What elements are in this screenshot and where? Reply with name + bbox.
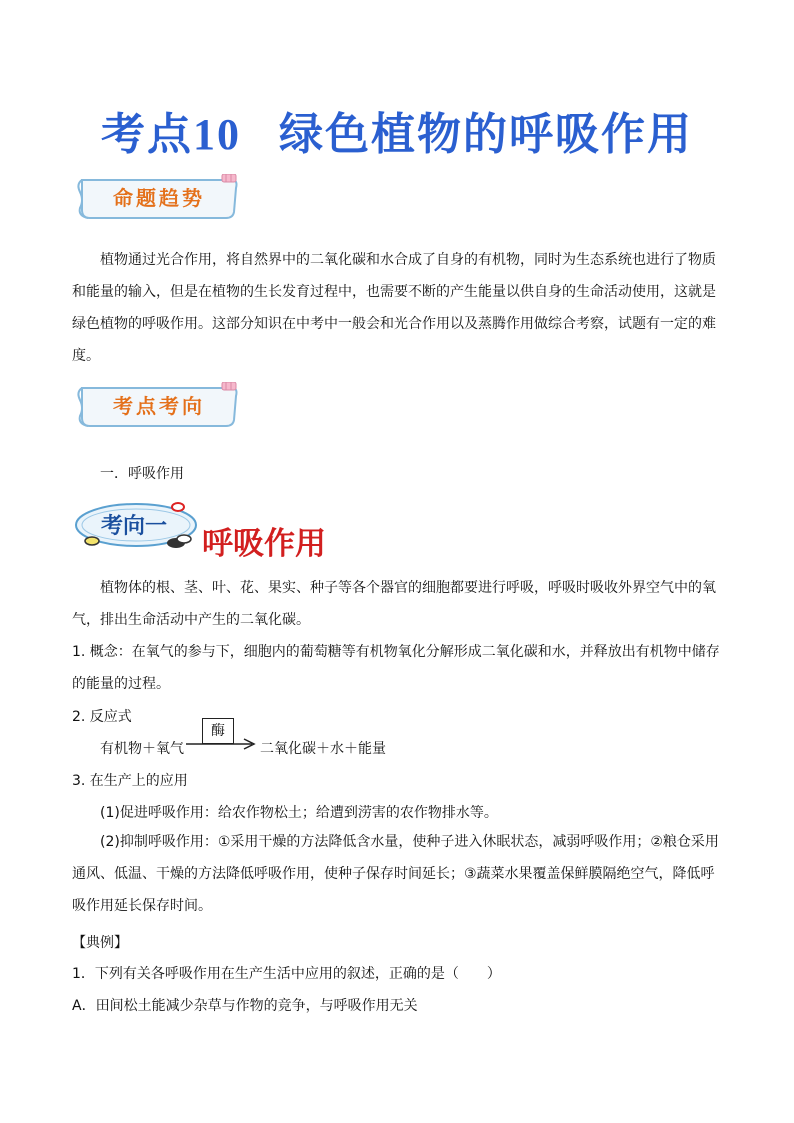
page-title xyxy=(0,98,794,162)
inhibit-paragraph: (2)抑制呼吸作用：①采用干燥的方法降低含水量，使种子进入休眠状态，减弱呼吸作用；②粮仓采用通风、低温、干燥的方法降低呼吸作用，使种子保存时间延长；③蔬菜水果覆盖保鲜膜隔绝空气，降低呼吸作用延长保存时间。 xyxy=(72,834,719,914)
banner-trend xyxy=(76,174,242,220)
promote-paragraph: (1)促进呼吸作用：给农作物松土；给遭到涝害的农作物排水等。 xyxy=(100,805,498,821)
question-1-option-a: A．田间松土能减少杂草与作物的竞争，与呼吸作用无关 xyxy=(72,998,418,1014)
equation-heading: 2. 反应式 xyxy=(72,709,132,725)
intro-paragraph: 植物通过光合作用，将自然界中的二氧化碳和水合成了自身的有机物，同时为生态系统也进行了物质和能量的输入，但是在植物的生长发育过程中，也需要不断的产生能量以供自身的生命活动使用，这就是绿色植物的呼吸作用。这部分知识在中考中一般会和光合作用以及蒸腾作用做综合考察，试题有一定的难度。 xyxy=(72,252,716,364)
example-heading: 【典例】 xyxy=(72,935,128,951)
banner-direction-label: 考点考向 xyxy=(113,394,205,418)
title-text: 绿色植物的呼吸作用 xyxy=(279,109,693,160)
application-heading: 3. 在生产上的应用 xyxy=(72,773,188,789)
reaction-arrow-icon xyxy=(186,738,258,752)
banner-trend-label: 命题趋势 xyxy=(113,186,205,210)
enzyme-box: 酶 xyxy=(202,718,234,744)
concept-paragraph: 1. 概念：在氧气的参与下，细胞内的葡萄糖等有机物氧化分解形成二氧化碳和水，并释放出有机物中储存的能量的过程。 xyxy=(72,644,720,692)
equation-right: 二氧化碳＋水＋能量 xyxy=(260,741,386,757)
title-number: 考点10 xyxy=(101,110,241,159)
kaoxiang-title: 呼吸作用 xyxy=(202,526,326,562)
question-1: 1．下列有关各呼吸作用在生产生活中应用的叙述，正确的是（ ） xyxy=(72,966,501,982)
equation-left: 有机物＋氧气 xyxy=(100,741,184,757)
badge-text: 考向一 xyxy=(100,513,168,539)
section-heading: 一．呼吸作用 xyxy=(100,466,184,482)
kaoxiang-badge xyxy=(72,497,212,555)
banner-direction xyxy=(76,382,242,428)
organ-paragraph: 植物体的根、茎、叶、花、果实、种子等各个器官的细胞都要进行呼吸，呼吸时吸收外界空气中的氧气，排出生命活动中产生的二氧化碳。 xyxy=(72,580,716,628)
badge-ellipse-icon xyxy=(72,497,212,555)
